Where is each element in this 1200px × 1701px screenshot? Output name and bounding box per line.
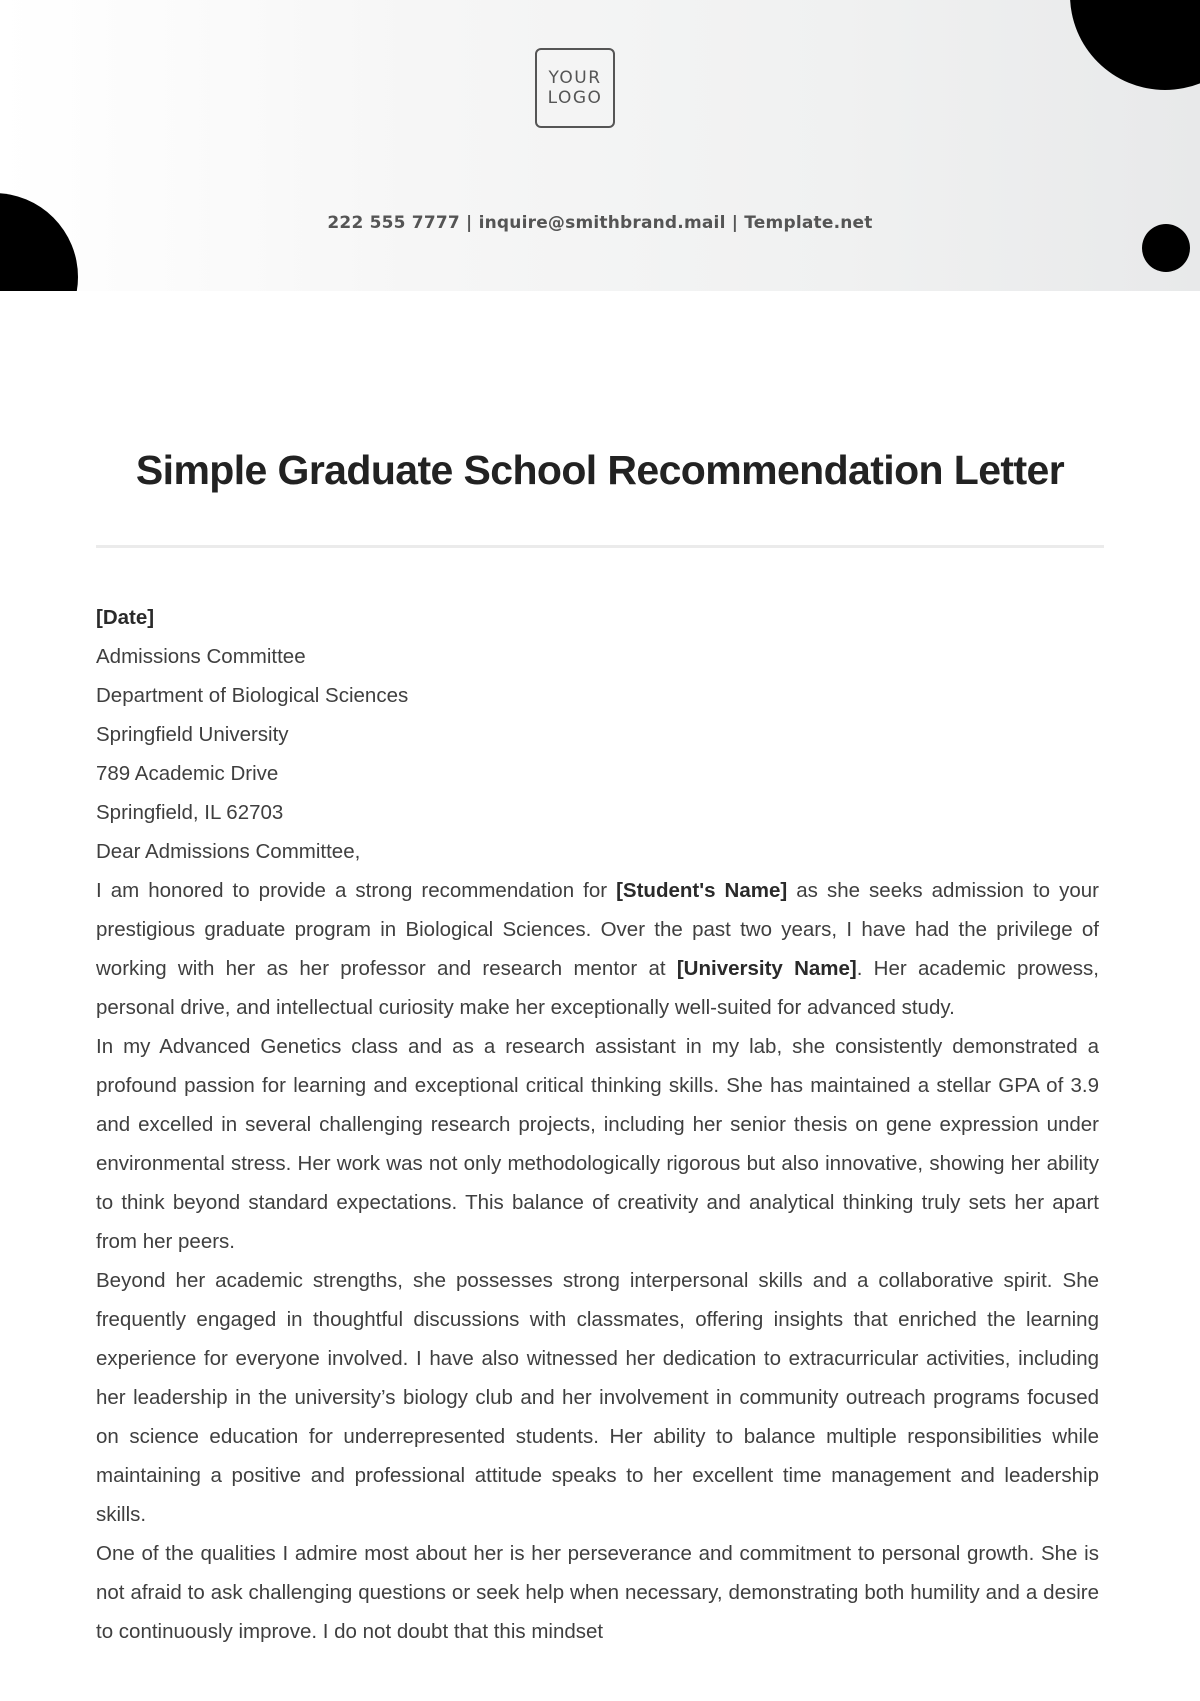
paragraph-introduction: [96, 871, 1099, 1027]
contact-info: [0, 213, 1200, 233]
logo-text-line1: YOUR: [548, 68, 602, 88]
recipient-line: Admissions Committee: [96, 645, 306, 668]
contact-separator: |: [459, 213, 479, 233]
student-name-placeholder: [Student's Name]: [616, 879, 788, 902]
paragraph-text: as she seeks admission to your prestigious graduate program in Biological Sciences. Over the past two years, I have had the privilege of working with her as her professor and research mentor at: [96, 879, 1099, 980]
recipient-line: Springfield, IL 62703: [96, 801, 284, 824]
title-divider: [96, 545, 1104, 548]
logo-text-line2: LOGO: [547, 88, 603, 108]
letterhead-banner: [0, 0, 1200, 291]
decorative-circle-bottom-left: [0, 193, 78, 291]
company-logo-placeholder: [535, 48, 615, 128]
letter-date: [Date]: [96, 606, 155, 629]
paragraph-text: . Her academic prowess, personal drive, and intellectual curiosity make her exceptionally well-suited for advanced study.: [96, 957, 1099, 1019]
paragraph-character: One of the qualities I admire most about her is her perseverance and commitment to personal growth. She is not afraid to ask challenging questions or seek help when necessary, demonstrating both humility and a desire to continuously improve. I do not doubt that this mindset: [96, 1542, 1099, 1643]
document-title: Simple Graduate School Recommendation Letter: [135, 447, 1065, 493]
contact-email: inquire@smithbrand.mail: [478, 213, 726, 233]
recipient-line: Springfield University: [96, 723, 289, 746]
university-name-placeholder: [University Name]: [676, 957, 857, 980]
paragraph-text: I am honored to provide a strong recommendation for: [96, 879, 617, 902]
contact-separator: |: [725, 213, 745, 233]
decorative-circle-top-right: [1070, 0, 1200, 90]
salutation: Dear Admissions Committee,: [96, 840, 361, 863]
paragraph-academics: In my Advanced Genetics class and as a research assistant in my lab, she consistently demonstrated a profound passion for learning and exceptional critical thinking skills. She has maintained a stellar GPA of 3.9 and excelled in several challenging research projects, including her senior thesis on gene expression under environmental stress. Her work was not only methodologically rigorous but also innovative, showing her ability to think beyond standard expectations. This balance of creativity and analytical thinking truly sets her apart from her peers.: [96, 1035, 1099, 1253]
letter-body: [96, 598, 1099, 1651]
recipient-line: Department of Biological Sciences: [96, 684, 409, 707]
paragraph-interpersonal: Beyond her academic strengths, she possesses strong interpersonal skills and a collaborative spirit. She frequently engaged in thoughtful discussions with classmates, offering insights that enriched the learning experience for everyone involved. I have also witnessed her dedication to extracurricular activities, including her leadership in the university’s biology club and her involvement in community outreach programs focused on science education for underrepresented students. Her ability to balance multiple responsibilities while maintaining a positive and professional attitude speaks to her excellent time management and leadership skills.: [96, 1269, 1099, 1526]
recipient-line: 789 Academic Drive: [96, 762, 279, 785]
contact-website: Template.net: [744, 213, 873, 233]
contact-phone: 222 555 7777: [327, 213, 460, 233]
